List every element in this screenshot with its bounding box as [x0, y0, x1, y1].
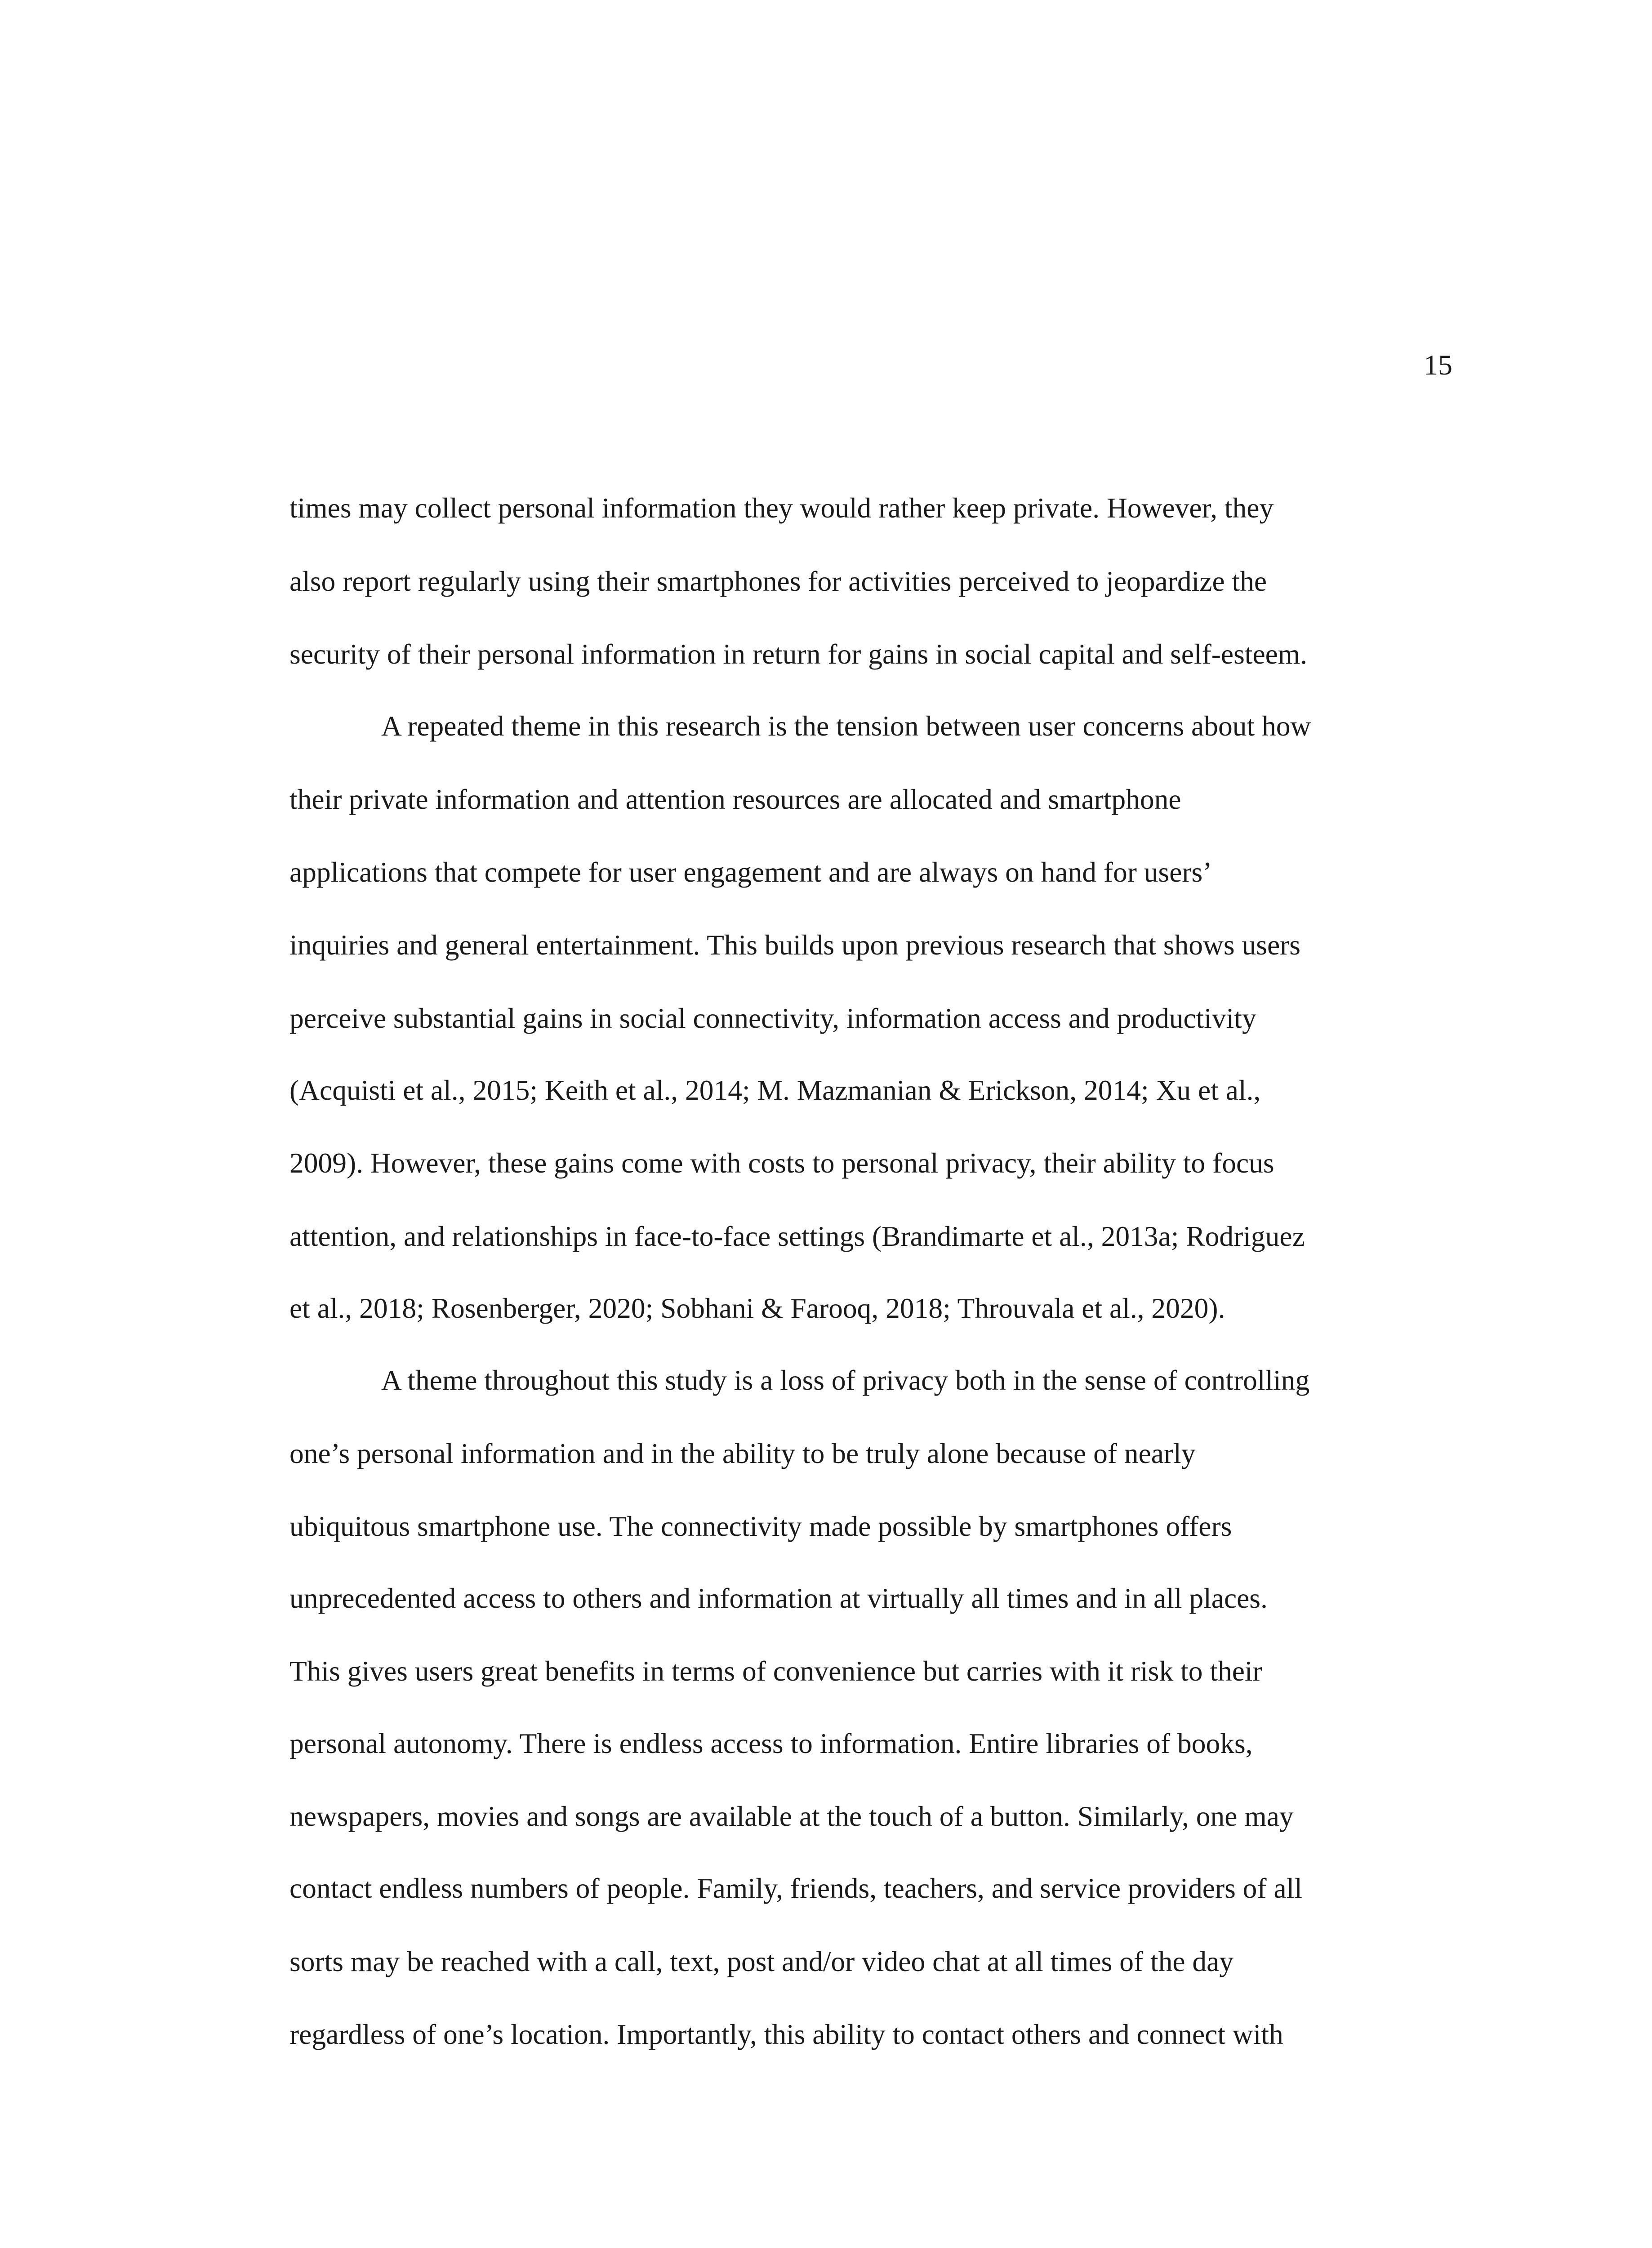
text-line: This gives users great benefits in terms of convenience but carries with it risk to their — [289, 1655, 1262, 1687]
text-line: one’s personal information and in the ability to be truly alone because of nearly — [289, 1437, 1196, 1469]
text-line: regardless of one’s location. Importantly, this ability to contact others and connect with — [289, 2018, 1283, 2050]
text-line: unprecedented access to others and information at virtually all times and in all places. — [289, 1582, 1268, 1614]
text-line: personal autonomy. There is endless access to information. Entire libraries of books, — [289, 1727, 1253, 1759]
text-line: also report regularly using their smartphones for activities perceived to jeopardize the — [289, 565, 1267, 597]
text-line: applications that compete for user engagement and are always on hand for users’ — [289, 856, 1212, 888]
text-line: et al., 2018; Rosenberger, 2020; Sobhani & Farooq, 2018; Throuvala et al., 2020). — [289, 1292, 1225, 1324]
paragraph-first-line: A repeated theme in this research is the tension between user concerns about how — [381, 710, 1311, 742]
text-line: 2009). However, these gains come with costs to personal privacy, their ability to focus — [289, 1147, 1274, 1179]
text-line: (Acquisti et al., 2015; Keith et al., 2014; M. Mazmanian & Erickson, 2014; Xu et al., — [289, 1074, 1261, 1106]
paragraph-first-line: A theme throughout this study is a loss of privacy both in the sense of controlling — [381, 1364, 1310, 1396]
text-line: their private information and attention resources are allocated and smartphone — [289, 783, 1181, 815]
text-line: sorts may be reached with a call, text, post and/or video chat at all times of the day — [289, 1945, 1234, 1977]
text-line: contact endless numbers of people. Family, friends, teachers, and service providers of all — [289, 1872, 1302, 1904]
text-line: attention, and relationships in face-to-face settings (Brandimarte et al., 2013a; Rodriguez — [289, 1220, 1305, 1252]
text-line: security of their personal information in return for gains in social capital and self-esteem. — [289, 638, 1308, 670]
text-line: perceive substantial gains in social connectivity, information access and productivity — [289, 1002, 1256, 1034]
text-line: ubiquitous smartphone use. The connectivity made possible by smartphones offers — [289, 1510, 1232, 1542]
text-line: inquiries and general entertainment. This builds upon previous research that shows users — [289, 929, 1301, 961]
text-line: newspapers, movies and songs are available at the touch of a button. Similarly, one may — [289, 1800, 1294, 1832]
text-line: times may collect personal information they would rather keep private. However, they — [289, 492, 1274, 524]
page-number: 15 — [1424, 349, 1452, 381]
